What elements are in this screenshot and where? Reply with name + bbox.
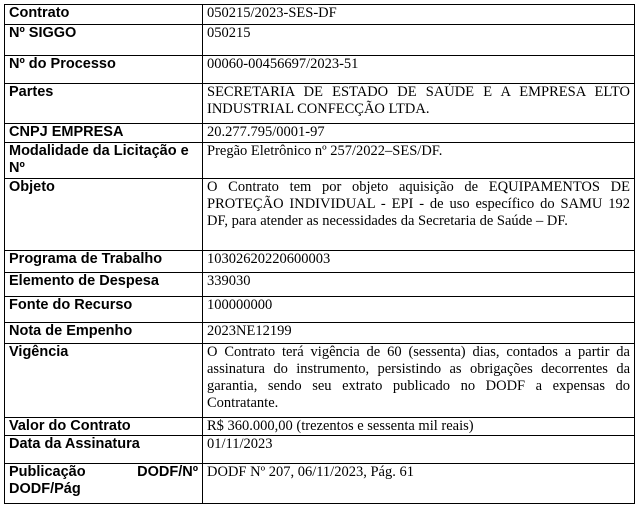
table-row-vigencia <box>5 344 635 418</box>
row-value: 100000000 <box>203 297 635 323</box>
row-value: 10302620220600003 <box>203 251 635 273</box>
row-label: Programa de Trabalho <box>5 251 203 273</box>
row-label: Nº SIGGO <box>5 25 203 56</box>
row-value: O Contrato tem por objeto aquisição de EQUIPAMENTOS DE PROTEÇÃO INDIVIDUAL - EPI - de uso específico do SAMU 192 DF, para atender as necessidades da Secretaria de Saúde – DF. <box>203 179 635 251</box>
row-label: Partes <box>5 84 203 124</box>
row-value: 339030 <box>203 273 635 297</box>
row-label: Modalidade da Licitação e Nº <box>5 143 203 179</box>
table-row-cnpj <box>5 124 635 143</box>
row-label: Nº do Processo <box>5 56 203 84</box>
row-label: Contrato <box>5 5 203 25</box>
row-value: Pregão Eletrônico nº 257/2022–SES/DF. <box>203 143 635 179</box>
table-row-contrato <box>5 5 635 25</box>
table-row-publicacao <box>5 464 635 504</box>
table-row-empenho <box>5 323 635 344</box>
row-label: Objeto <box>5 179 203 251</box>
row-label: Valor do Contrato <box>5 418 203 436</box>
row-label: Nota de Empenho <box>5 323 203 344</box>
row-label: Publicação DODF/Nº DODF/Pág <box>5 464 203 504</box>
row-label: CNPJ EMPRESA <box>5 124 203 143</box>
table-row-fonte <box>5 297 635 323</box>
row-label: Vigência <box>5 344 203 418</box>
row-value: SECRETARIA DE ESTADO DE SAÚDE E A EMPRESA ELTO INDUSTRIAL CONFECÇÃO LTDA. <box>203 84 635 124</box>
row-value: 050215/2023-SES-DF <box>203 5 635 25</box>
table-row-modalidade <box>5 143 635 179</box>
row-label: Elemento de Despesa <box>5 273 203 297</box>
contract-summary-table <box>4 4 635 504</box>
row-label: Data da Assinatura <box>5 436 203 464</box>
row-value: 00060-00456697/2023-51 <box>203 56 635 84</box>
row-value: R$ 360.000,00 (trezentos e sessenta mil reais) <box>203 418 635 436</box>
row-value: 01/11/2023 <box>203 436 635 464</box>
table-row-processo <box>5 56 635 84</box>
table-row-objeto <box>5 179 635 251</box>
row-label: Fonte do Recurso <box>5 297 203 323</box>
row-value: 20.277.795/0001-97 <box>203 124 635 143</box>
table-row-data-assinatura <box>5 436 635 464</box>
table-row-programa <box>5 251 635 273</box>
row-value: O Contrato terá vigência de 60 (sessenta) dias, contados a partir da assinatura do instrumento, persistindo as obrigações decorrentes da garantia, sendo seu extrato publicado no DODF a expensas do Contratante. <box>203 344 635 418</box>
table-row-siggo <box>5 25 635 56</box>
table-row-valor <box>5 418 635 436</box>
table-row-partes <box>5 84 635 124</box>
table-row-elemento <box>5 273 635 297</box>
row-value: DODF Nº 207, 06/11/2023, Pág. 61 <box>203 464 635 504</box>
row-value: 2023NE12199 <box>203 323 635 344</box>
row-value: 050215 <box>203 25 635 56</box>
